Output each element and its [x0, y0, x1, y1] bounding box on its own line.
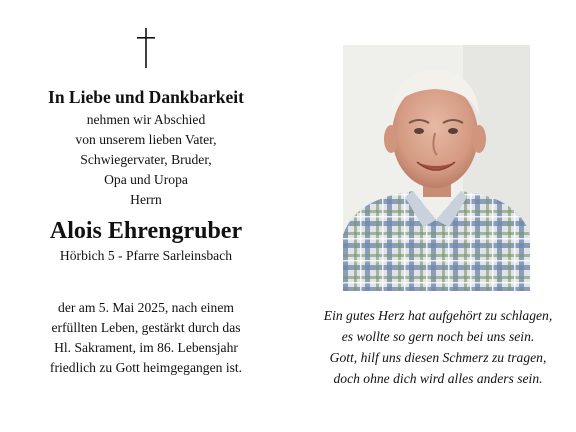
- death-line: erfüllten Leben, gestärkt durch das: [51, 320, 241, 335]
- deceased-name: Alois Ehrengruber: [49, 218, 243, 244]
- heading: In Liebe und Dankbarkeit: [48, 87, 244, 107]
- intro-text: [0, 110, 292, 210]
- intro-line: von unserem lieben Vater,: [75, 132, 217, 147]
- intro-line: Opa und Uropa: [104, 172, 188, 187]
- announcement: [0, 86, 292, 265]
- verse-line: Ein gutes Herz hat aufgehört zu schlagen,: [323, 308, 553, 323]
- death-line: friedlich zu Gott heimgegangen ist.: [49, 360, 243, 375]
- intro-line: nehmen wir Abschied: [86, 112, 206, 127]
- verse-line: Gott, hilf uns diesen Schmerz zu tragen,: [329, 350, 547, 365]
- cross-icon: [136, 28, 156, 68]
- memorial-verse: [300, 305, 576, 389]
- death-line: Hl. Sakrament, im 86. Lebensjahr: [54, 340, 238, 355]
- intro-line: Herrn: [130, 192, 162, 207]
- portrait-illustration: [343, 45, 530, 291]
- death-notice: [0, 298, 292, 378]
- death-line: der am 5. Mai 2025, nach einem: [58, 300, 234, 315]
- verse-line: doch ohne dich wird alles anders sein.: [333, 371, 543, 386]
- verse-line: es wollte so gern noch bei uns sein.: [341, 329, 535, 344]
- intro-line: Schwiegervater, Bruder,: [80, 152, 212, 167]
- portrait-photo: [343, 45, 530, 291]
- address: Hörbich 5 - Pfarre Sarleinsbach: [59, 248, 233, 263]
